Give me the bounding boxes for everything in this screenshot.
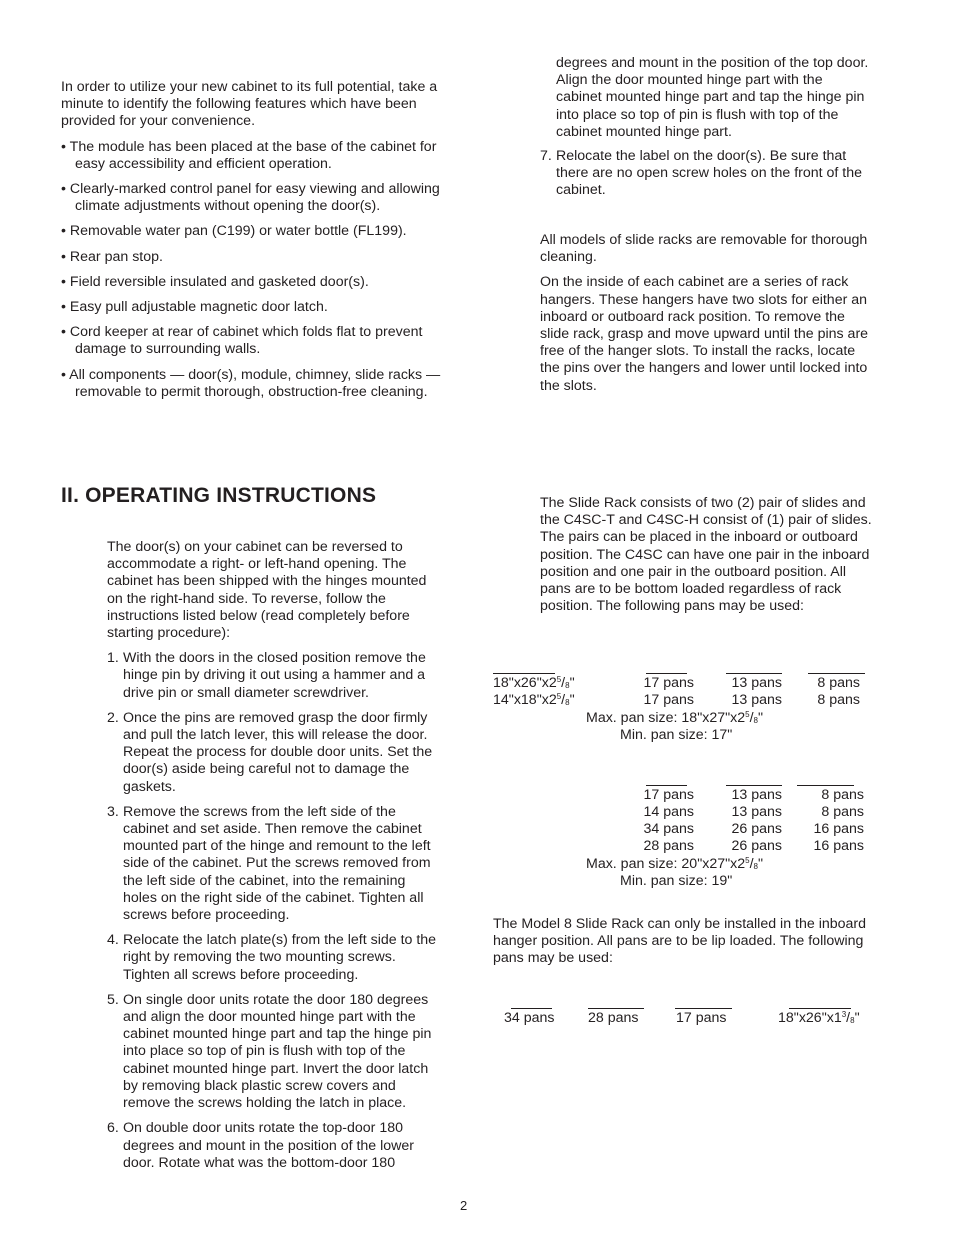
feature-item: • Cord keeper at rear of cabinet which folds flat to prevent damage to surrounding walls.: [61, 324, 423, 358]
step-item: [107, 992, 441, 1112]
step-number: 2.: [107, 709, 119, 726]
table-cell: 17 pans: [676, 1010, 727, 1026]
table-cell: 16 pans: [813, 821, 864, 837]
step-number: 4.: [107, 932, 119, 949]
step-item: [107, 650, 441, 702]
intro-paragraph: In order to utilize your new cabinet to its full potential, take a minute to identify the following features which have been provided for your convenience.: [61, 79, 438, 130]
step-number: 1.: [107, 650, 119, 667]
model8-paragraph: The Model 8 Slide Rack can only be installed in the inboard hanger position. All pans are to be lip loaded. The following pans may be used:: [493, 916, 867, 967]
table-cell: 8 pans: [817, 675, 860, 691]
feature-item: • The module has been placed at the base of the cabinet for easy accessibility and efficient operation.: [61, 138, 437, 172]
table-cell: 13 pans: [731, 675, 782, 691]
table-cell: 13 pans: [731, 692, 782, 708]
table-cell-size: $18"x26"x1^3/_8$": [778, 1010, 860, 1026]
table-cell: 8 pans: [821, 787, 864, 803]
column-rule: [588, 1008, 644, 1009]
step-text: Relocate the label on the door(s). Be sure that there are no open screw holes on the front of the cabinet.: [556, 148, 863, 199]
rack-hangers-paragraph: On the inside of each cabinet are a series of rack hangers. These hangers have two slots for either an inboard or outboard rack position. To remove the slide rack, grasp and move upward until the pins are free of the hanger slots. To install the racks, locate the pins over the hangers and lower until locked into the slots.: [540, 274, 869, 394]
column-rule: [646, 673, 687, 674]
slide-rack-paragraph: The Slide Rack consists of two (2) pair of slides and the C4SC-T and C4SC-H consist of (1) pair of slides. The pairs can be placed in the inboard or outboard position. The C4SC can have one pair in the inboard position and one pair in the outboard position. All pans are to be bottom loaded regardless of rack position. The following pans may be used:: [540, 495, 872, 615]
table-cell: 28 pans: [588, 1010, 639, 1026]
table-cell: 17 pans: [643, 787, 694, 803]
step-number: 5.: [107, 991, 119, 1008]
step-number: 7.: [540, 148, 552, 164]
table-cell: 28 pans: [643, 838, 694, 854]
table-cell-size: $18"x26"x2^5/_8$": [493, 675, 575, 691]
feature-item: • Field reversible insulated and gasketed door(s).: [61, 273, 369, 290]
step-text: degrees and mount in the position of the top door. Align the door mounted hinge part with the cabinet mounted hinge part and tap the hinge pin into place so top of pin is flush with top of the cabinet mounted hinge part.: [556, 55, 869, 140]
column-rule: [797, 785, 854, 786]
table-cell: 8 pans: [817, 692, 860, 708]
slide-rack-removal: [540, 232, 874, 403]
step-number: 3.: [107, 803, 119, 820]
step-text: Once the pins are removed grasp the door firmly and pull the latch lever, this will release the door. Repeat the process for double door units. Set the door(s) aside being careful not to damage the gaskets.: [123, 709, 433, 795]
step-item: [107, 804, 441, 924]
step-text: On single door units rotate the door 180 degrees and align the door mounted hinge part with the cabinet mounted hinge part and tap the hinge pin into place so top of pin is flush with top of the cabinet mounted hinge part. Invert the door latch by removing black plastic screw covers and remove the screws holding the latch in place.: [123, 991, 432, 1112]
column-rule: [675, 1008, 732, 1009]
table-cell: 34 pans: [643, 821, 694, 837]
step-item: [107, 932, 441, 984]
min-pan-size: Min. pan size: 17": [620, 727, 733, 743]
feature-item: • All components — door(s), module, chimney, slide racks — removable to permit thorough, obstruction-free cleaning.: [61, 366, 441, 400]
table-cell: 13 pans: [731, 787, 782, 803]
step-text: Relocate the latch plate(s) from the left side to the right by removing the two mounting screws. Tighten all screws before proceeding.: [123, 932, 437, 983]
features-block: [61, 79, 443, 409]
column-rule: [493, 673, 555, 674]
table-cell: 13 pans: [731, 804, 782, 820]
feature-item: • Removable water pan (C199) or water bottle (FL199).: [61, 223, 407, 240]
step-number: 6.: [107, 1120, 119, 1137]
page-number: 2: [460, 1198, 468, 1213]
step-text: On double door units rotate the top-door 180 degrees and mount in the position of the lower door. Rotate what was the bottom-door 180: [123, 1120, 415, 1171]
max-pan-size: Max. pan size: $18"x27"x2^5/_8$": [586, 710, 764, 726]
racks-removable-paragraph: All models of slide racks are removable for thorough cleaning.: [540, 232, 868, 266]
column-rule: [646, 785, 687, 786]
step-item: [107, 710, 441, 796]
table-cell-size: $14"x18"x2^5/_8$": [493, 692, 575, 708]
table-cell: 34 pans: [504, 1010, 555, 1026]
column-rule: [789, 1008, 851, 1009]
feature-item: • Clearly-marked control panel for easy viewing and allowing climate adjustments without opening the door(s).: [61, 181, 440, 215]
model8-description: [493, 916, 873, 976]
min-pan-size: Min. pan size: 19": [620, 873, 733, 889]
step6-continued: [556, 55, 870, 149]
door-intro-paragraph: The door(s) on your cabinet can be reversed to accommodate a right- or left-hand opening. The cabinet has been shipped with the hinges mounted on the right-hand side. To reverse, follow the instructions listed below (read completely before starting procedure):: [107, 539, 427, 642]
table-cell: 26 pans: [731, 838, 782, 854]
column-rule: [726, 785, 782, 786]
slide-rack-description: [540, 495, 874, 623]
section-title: II. OPERATING INSTRUCTIONS: [61, 484, 377, 507]
step-text: Remove the screws from the left side of the cabinet and set aside. Then remove the cabinet mounted part of the hinge and remount to the left side of the cabinet. Put the screws removed from the left side of the cabinet, into the remaining holes on the right side of the cabinet. Tighten all screws before proceeding.: [123, 803, 431, 924]
step-item: [540, 148, 870, 208]
feature-item: • Easy pull adjustable magnetic door latch.: [61, 299, 328, 316]
column-rule: [511, 1008, 552, 1009]
step-item: [107, 1120, 441, 1172]
table-cell: 16 pans: [813, 838, 864, 854]
step-text: With the doors in the closed position remove the hinge pin by driving it out using a hammer and a drive pin or small diameter screwdriver.: [123, 650, 426, 701]
table-cell: 8 pans: [821, 804, 864, 820]
table-cell: 14 pans: [643, 804, 694, 820]
column-rule: [808, 673, 865, 674]
door-instructions: [107, 539, 441, 1180]
table-cell: 26 pans: [731, 821, 782, 837]
feature-item: • Rear pan stop.: [61, 248, 163, 265]
table-cell: 17 pans: [643, 675, 694, 691]
column-rule: [726, 673, 782, 674]
max-pan-size: Max. pan size: $20"x27"x2^5/_8$": [586, 856, 764, 872]
table-cell: 17 pans: [643, 692, 694, 708]
